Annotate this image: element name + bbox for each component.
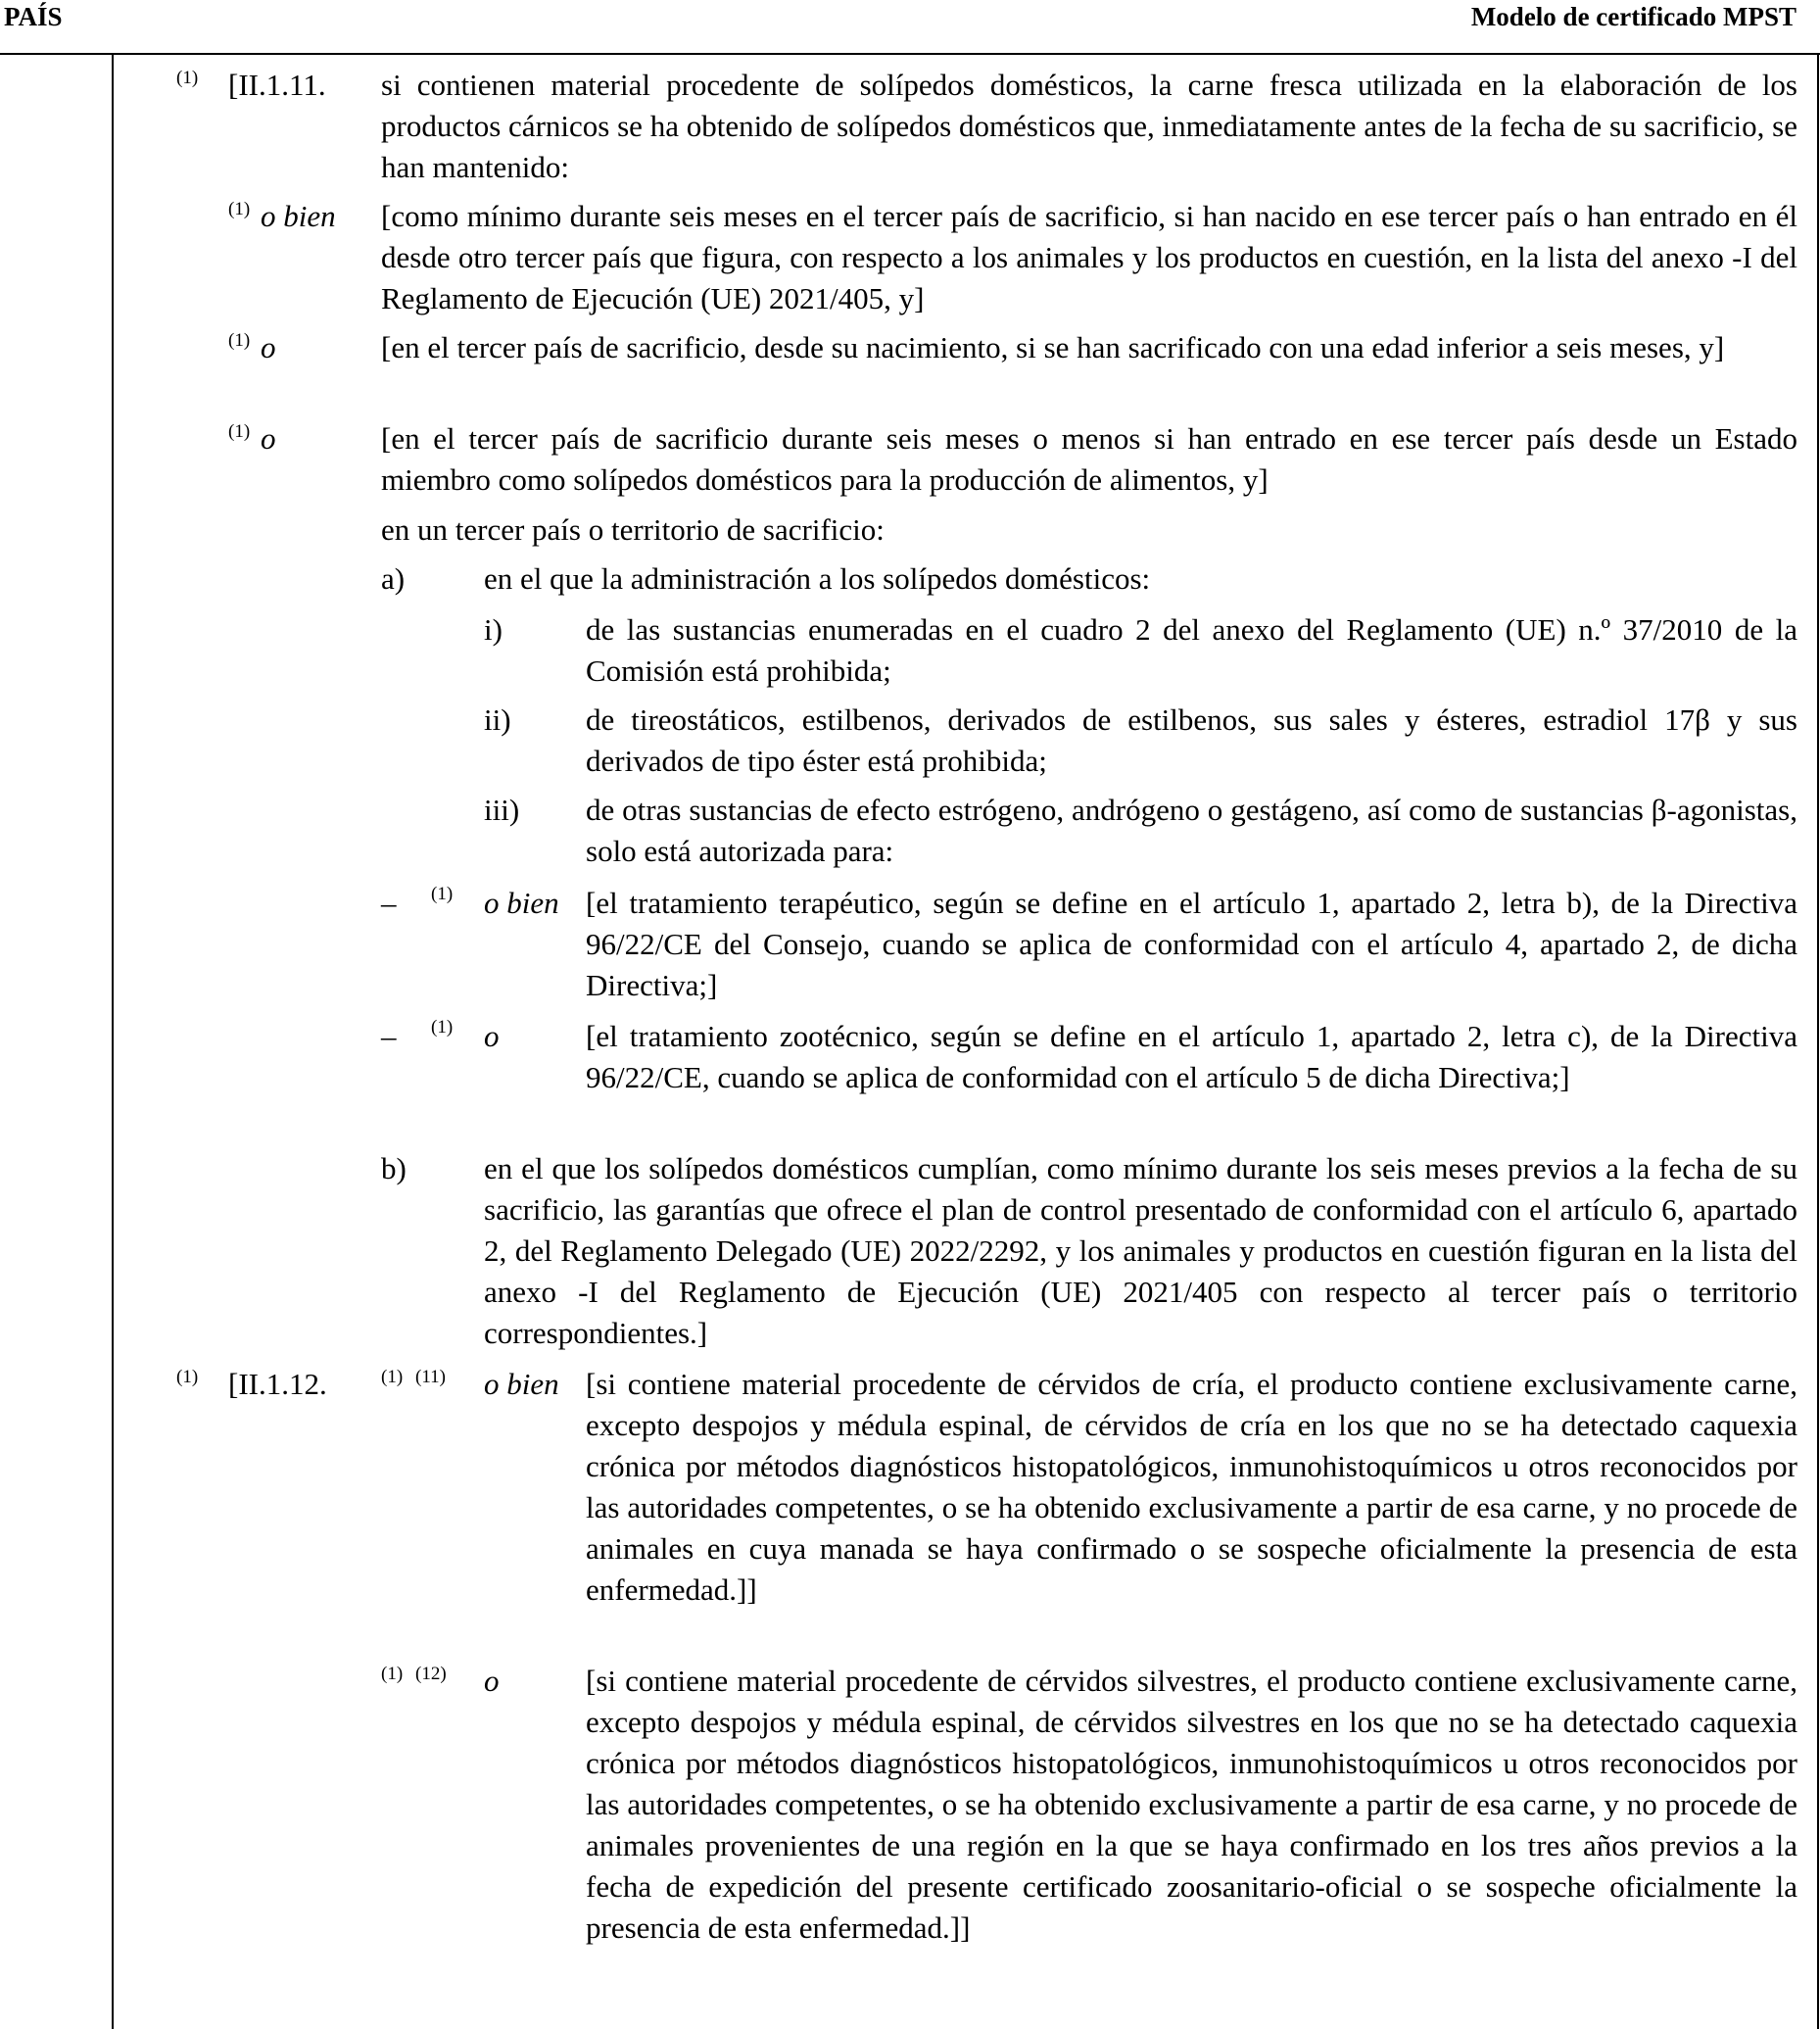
option-text: [en el tercer país de sacrificio durante seis meses o menos si han entrado en ese tercer país desde un Estado miembro como solípedos domésticos para la producción de alimentos, y] xyxy=(381,421,1797,497)
option-text: [en el tercer país de sacrificio, desde su nacimiento, si se han sacrificado con una edad inferior a seis meses, y] xyxy=(381,330,1725,364)
dash-bullet: – xyxy=(381,886,397,920)
option-label: o bien xyxy=(261,199,336,233)
dash-bullet: – xyxy=(381,1019,397,1053)
footnote-ref: (1) xyxy=(228,199,251,219)
footnote-ref: (1) xyxy=(431,884,454,904)
footnote-ref: (1) xyxy=(176,68,199,88)
page-header xyxy=(0,0,1820,55)
option-label: o xyxy=(261,330,276,364)
option-label: o xyxy=(484,1664,500,1698)
farmed-cervids-text: [si contiene material procedente de cérvidos de cría, el producto contiene exclusivamente carne, excepto despojos y médula espinal, de cérvidos de cría en los que no se ha detectado caquexia crónica por métodos diagnósticos histopatológicos, inmunohistoquímicos u otros reconocidos por las autoridades competentes, o se ha obtenido exclusivamente a partir de esa carne, y no procede de animales en cuya manada se haya confirmado o se sospeche oficialmente la presencia de esta enfermedad.]] xyxy=(586,1367,1797,1607)
therapeutic-treatment-text: [el tratamiento terapéutico, según se define en el artículo 1, apartado 2, letra b), de la Directiva 96/22/CE del Consejo, cuando se aplica de conformidad con el artículo 4, apartado 2, de dicha Directiva;] xyxy=(586,886,1797,1002)
option-label: o bien xyxy=(484,1367,559,1401)
section-ii-1-11-intro: si contienen material procedente de solípedos domésticos, la carne fresca utilizada en la elaboración de los productos cárnicos se ha obtenido de solípedos domésticos que, inmediatamente antes de la fecha de su sacrificio, se han mantenido: xyxy=(381,68,1797,184)
slaughter-country-lead: en un tercer país o territorio de sacrificio: xyxy=(381,512,885,547)
option-label: o bien xyxy=(484,886,559,920)
option-label: o xyxy=(261,421,276,456)
item-b-text: en el que los solípedos domésticos cumplían, como mínimo durante los seis meses previos a la fecha de su sacrificio, las garantías que ofrece el plan de control presentado de conformidad con el artículo 6, apartado 2, del Reglamento Delegado (UE) 2022/2292, y los animales y productos en cuestión figuran en la lista del anexo -I del Reglamento de Ejecución (UE) 2021/405 con respecto al tercer país o territorio correspondientes.] xyxy=(484,1151,1797,1350)
footnote-ref: (1) xyxy=(381,1367,404,1387)
footnote-ref: (1) xyxy=(381,1664,404,1684)
item-label: a) xyxy=(381,561,406,596)
footnote-ref-12: (12) xyxy=(415,1664,447,1684)
subitem-label: ii) xyxy=(484,702,511,737)
section-ref-ii-1-11: [II.1.11. xyxy=(228,68,326,102)
zootechnical-treatment-text: [el tratamiento zootécnico, según se define en el artículo 1, apartado 2, letra c), de la Directiva 96/22/CE, cuando se aplica de conformidad con el artículo 5 de dicha Directiva;] xyxy=(586,1019,1797,1094)
subitem-label: i) xyxy=(484,612,503,647)
option-label: o xyxy=(484,1019,500,1053)
country-label: PAÍS xyxy=(4,2,63,31)
section-ref-ii-1-12: [II.1.12. xyxy=(228,1367,327,1401)
certificate-model-title: Modelo de certificado MPST xyxy=(1470,2,1796,31)
wild-cervids-text: [si contiene material procedente de cérvidos silvestres, el producto contiene exclusivamente carne, excepto despojos y médula espinal, de cérvidos silvestres en los que no se ha detectado caquexia crónica por métodos diagnósticos histopatológicos, inmunohistoquímicos u otros reconocidos por las autoridades competentes, o se ha obtenido exclusivamente a partir de esa carne, y no procede de animales provenientes de una región en la que se haya confirmado en los tres años previos a la fecha de expedición del presente certificado zoosanitario-oficial o se sospeche oficialmente la presencia de esta enfermedad.]] xyxy=(586,1664,1797,1945)
right-column-border xyxy=(1817,54,1819,2029)
footnote-ref: (1) xyxy=(176,1367,199,1387)
footnote-ref: (1) xyxy=(228,330,251,351)
left-column-border xyxy=(112,54,114,2029)
option-text: [como mínimo durante seis meses en el tercer país de sacrificio, si han nacido en ese tercer país o han entrado en él desde otro tercer país que figura, con respecto a los animales y los productos en cuestión, en la lista del anexo -I del Reglamento de Ejecución (UE) 2021/405, y] xyxy=(381,199,1797,315)
subitem-ii-text: de tireostáticos, estilbenos, derivados de estilbenos, sus sales y ésteres, estradiol 17β y sus derivados de tipo éster está prohibida; xyxy=(586,702,1797,778)
item-label: b) xyxy=(381,1151,407,1185)
subitem-iii-text: de otras sustancias de efecto estrógeno, andrógeno o gestágeno, así como de sustancias β-agonistas, solo está autorizada para: xyxy=(586,793,1797,868)
footnote-ref: (1) xyxy=(431,1017,454,1038)
footnote-ref-11: (11) xyxy=(415,1367,446,1387)
footnote-ref: (1) xyxy=(228,421,251,442)
subitem-i-text: de las sustancias enumeradas en el cuadro 2 del anexo del Reglamento (UE) n.º 37/2010 de la Comisión está prohibida; xyxy=(586,612,1797,688)
subitem-label: iii) xyxy=(484,793,520,827)
item-a-text: en el que la administración a los solípedos domésticos: xyxy=(484,561,1151,596)
